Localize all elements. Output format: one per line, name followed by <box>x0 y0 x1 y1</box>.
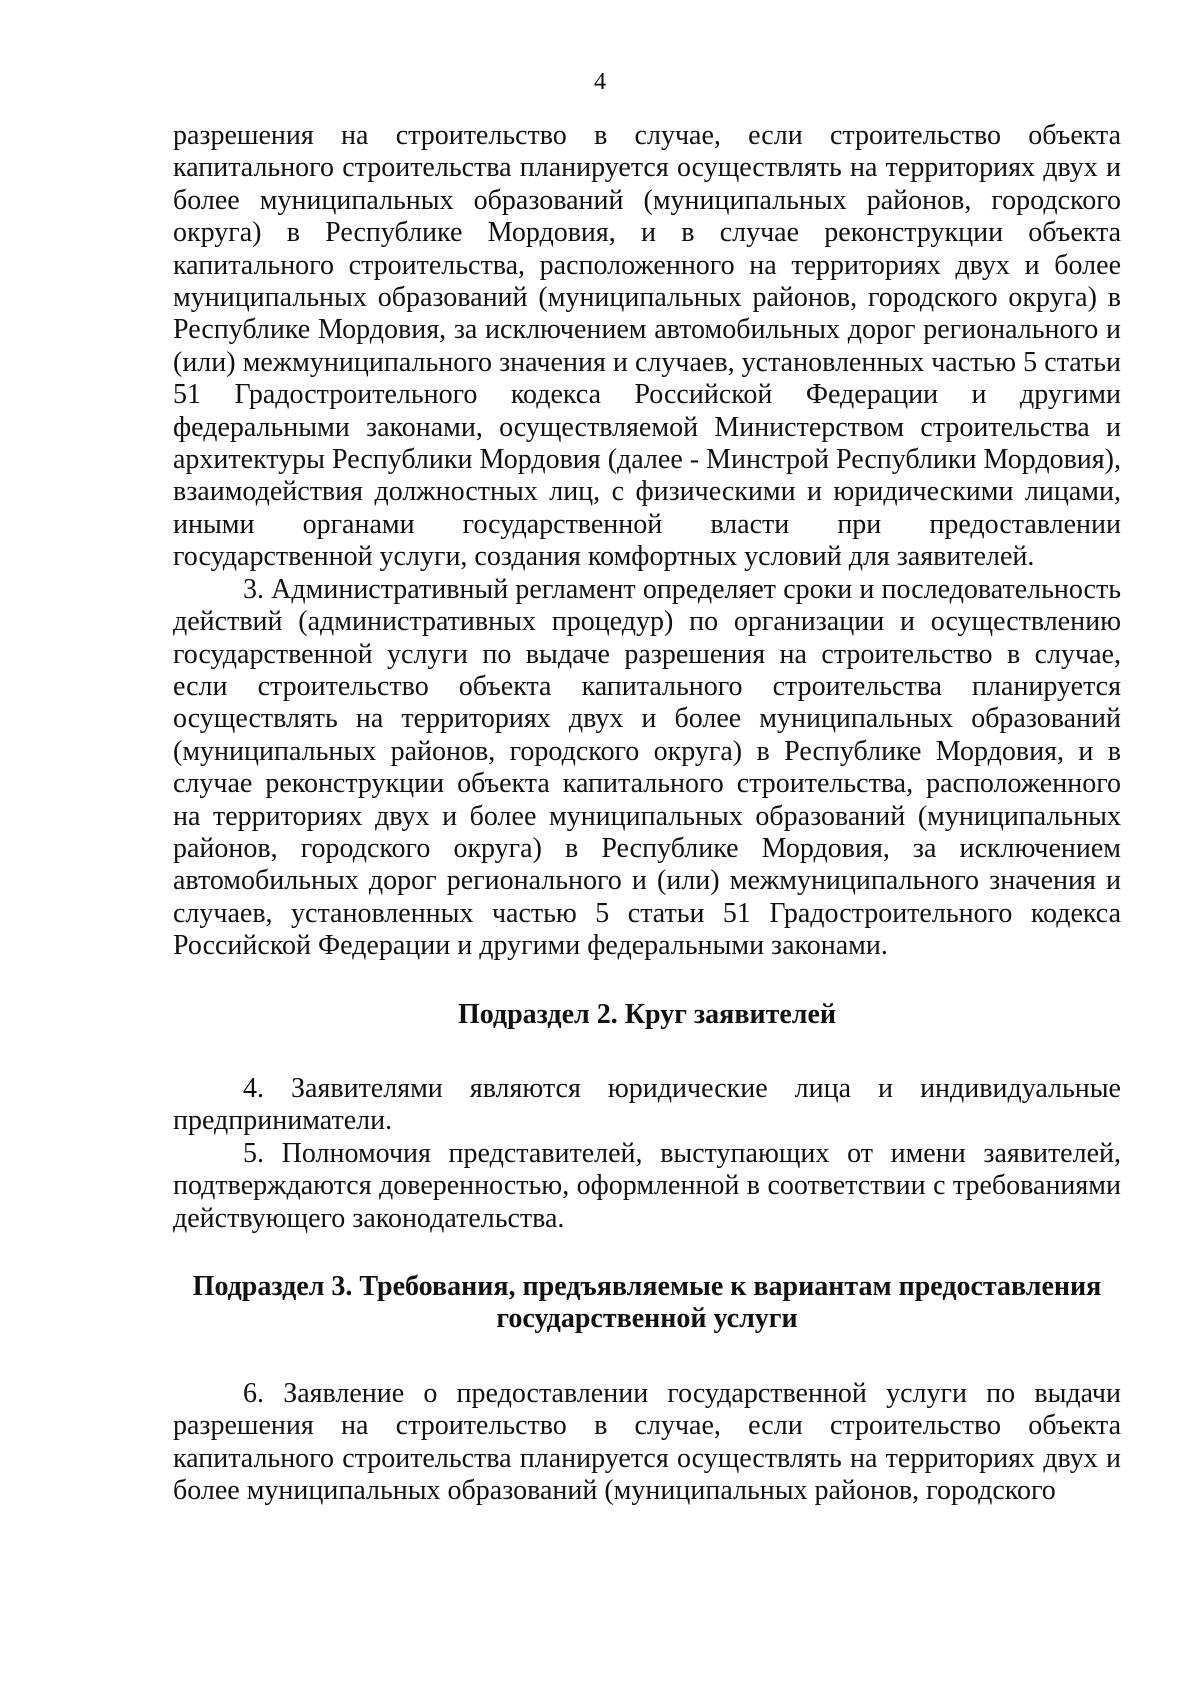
page-number: 4 <box>594 69 606 95</box>
section-heading-subsection-2: Подраздел 2. Круг заявителей <box>457 998 837 1030</box>
paragraph-3: 3. Административный регламент определяет сроки и последовательность действий (административных процедур) по организации и осуществлению государственной услуги по выдаче разрешения на строительство в случае, если строительство объекта капитального строительства планируется осуществлять на территориях двух и более муниципальных образований (муниципальных районов, городского округа) в Республике Мордовия, и в случае реконструкции объекта капитального строительства, расположенного на территориях двух и более муниципальных образований (муниципальных районов, городского округа) в Республике Мордовия, за исключением автомобильных дорог регионального и (или) межмуниципального значения и случаев, установленных частью 5 статьи 51 Градостроительного кодекса Российской Федерации и другими федеральными законами. <box>173 573 1121 962</box>
document-body <box>173 120 1121 1507</box>
paragraph-6: 6. Заявление о предоставлении государственной услуги по выдачи разрешения на строительство в случае, если строительство объекта капитального строительства планируется осуществлять на территориях двух и более муниципальных образований (муниципальных районов, городского <box>173 1377 1121 1507</box>
paragraph-4: 4. Заявителями являются юридические лица и индивидуальные предприниматели. <box>173 1072 1121 1137</box>
paragraph-5: 5. Полномочия представителей, выступающих от имени заявителей, подтверждаются доверенностью, оформленной в соответствии с требованиями действующего законодательства. <box>173 1137 1121 1234</box>
section-heading-subsection-3: Подраздел 3. Требования, предъявляемые к вариантам предоставления государственной услуги <box>192 1271 1102 1335</box>
paragraph-continuation: разрешения на строительство в случае, если строительство объекта капитального строительства планируется осуществлять на территориях двух и более муниципальных образований (муниципальных районов, городского округа) в Республике Мордовия, и в случае реконструкции объекта капитального строительства, расположенного на территориях двух и более муниципальных образований (муниципальных районов, городского округа) в Республике Мордовия, за исключением автомобильных дорог регионального и (или) межмуниципального значения и случаев, установленных частью 5 статьи 51 Градостроительного кодекса Российской Федерации и другими федеральными законами, осуществляемой Министерством строительства и архитектуры Республики Мордовия (далее - Минстрой Республики Мордовия), взаимодействия должностных лиц, с физическими и юридическими лицами, иными органами государственной власти при предоставлении государственной услуги, создания комфортных условий для заявителей. <box>173 120 1121 573</box>
